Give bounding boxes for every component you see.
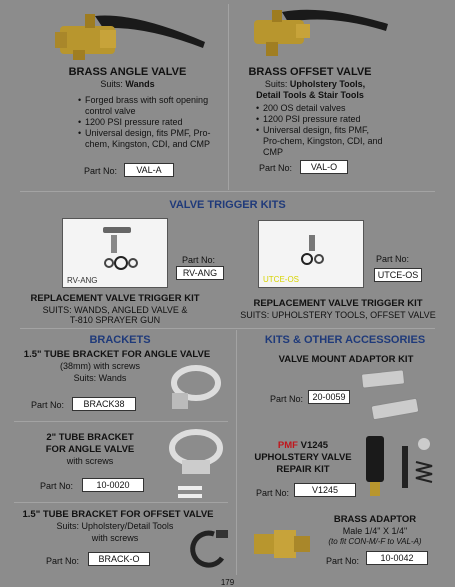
angle-valve-suits [40,79,215,89]
trigger-kits-heading: VALVE TRIGGER KITS [169,199,286,211]
kit2-title: REPLACEMENT VALVE TRIGGER KIT [253,298,423,309]
bracket2-image [166,428,226,502]
feature-item: • 1200 PSI pressure rated [78,117,213,128]
bracket3-line2: Suits: Upholstery/Detail Tools [56,521,174,531]
part-number-box: BRACK38 [72,397,136,411]
part-label: Part No: [182,255,216,265]
divider-horizontal [14,502,228,503]
pmf-brand: PMF [277,440,298,451]
kits-heading: KITS & OTHER ACCESSORIES [264,334,426,346]
offset-valve-suits [235,79,395,89]
part-number-box: VAL-O [300,160,348,174]
bracket2-title-2: FOR ANGLE VALVE [45,444,135,455]
part-number-box: VAL-A [124,163,174,177]
pmf-kit-image [360,432,440,502]
pmf-kit-title [248,440,358,451]
feature-item: • Universal design, fits PMF, Pro-chem, Kingston, CDI, and CMP [256,125,384,158]
bracket1-line3: Suits: Wands [73,373,127,383]
kit2-suits: SUITS: UPHOLSTERY TOOLS, OFFSET VALVE [240,310,436,320]
pmf-kit-title-2: UPHOLSTERY VALVE [254,452,352,463]
part-number-box: RV-ANG [176,266,224,280]
page-number: 179 [220,578,235,587]
divider-vertical [236,330,237,575]
part-number-box: V1245 [294,483,356,497]
mount-kit-image [358,368,424,426]
part-number-box: UTCE-OS [374,268,422,282]
part-number-box: 10-0042 [366,551,428,565]
offset-valve-features [256,103,384,158]
mount-kit-title: VALVE MOUNT ADAPTOR KIT [278,354,414,365]
feature-item: • Universal design, fits PMF, Pro-chem, Kingston, CDI, and CMP [78,128,213,150]
bracket2-line2: with screws [66,456,114,466]
feature-item: • 200 OS detail valves [256,103,384,114]
bracket2-title: 2" TUBE BRACKET [46,432,134,443]
angle-valve-features [78,95,213,150]
divider-horizontal [20,328,435,329]
kit1-suits: SUITS: WANDS, ANGLED VALVE & [42,305,188,315]
part-number-box: 20-0059 [308,390,350,404]
part-label: Part No: [31,400,65,410]
part-number-box: 10-0020 [82,478,144,492]
part-label: Part No: [376,254,410,264]
offset-valve-suits-2: Detail Tools & Stair Tools [256,90,364,100]
part-label: Part No: [270,394,304,404]
angle-valve-image [55,4,215,62]
kit1-suits-2: T-810 SPRAYER GUN [69,315,161,325]
divider-horizontal [20,191,435,192]
offset-valve-image [252,4,392,60]
part-label: Part No: [84,166,118,176]
divider-vertical [228,4,229,190]
kit2-photo [258,220,364,288]
adaptor-line3: (to fit CON-M/-F to VAL-A) [328,537,422,546]
part-label: Part No: [46,556,80,566]
bracket1-image [168,365,222,415]
bracket3-title: 1.5" TUBE BRACKET FOR OFFSET VALVE [22,509,214,520]
adaptor-line2: Male 1/4" X 1/4" [342,526,408,536]
suits-value: Wands [125,79,155,89]
bracket3-line3: with screws [91,533,139,543]
suits-prefix: Suits: [100,79,123,89]
kit1-photo-label: RV-ANG [67,276,98,285]
angle-valve-title: BRASS ANGLE VALVE [68,66,187,78]
bracket1-title: 1.5" TUBE BRACKET FOR ANGLE VALVE [23,349,211,360]
bracket1-line2: (38mm) with screws [59,361,140,371]
suits-prefix: Suits: [264,79,288,89]
pmf-kit-title-3: REPAIR KIT [276,464,330,475]
brackets-heading: BRACKETS [89,334,151,346]
kit1-title: REPLACEMENT VALVE TRIGGER KIT [30,293,200,304]
suits-value: Upholstery Tools, [289,79,366,89]
divider-horizontal [14,421,228,422]
feature-item: • 1200 PSI pressure rated [256,114,384,125]
part-label: Part No: [326,556,360,566]
offset-valve-title: BRASS OFFSET VALVE [248,66,372,78]
pmf-title-rest: V1245 [300,440,329,451]
part-label: Part No: [40,481,74,491]
adaptor-image [252,524,312,564]
adaptor-title: BRASS ADAPTOR [333,514,417,525]
part-number-box: BRACK-O [88,552,150,566]
kit2-photo-label: UTCE-OS [263,275,299,284]
part-label: Part No: [259,163,293,173]
part-label: Part No: [256,488,290,498]
kit1-photo [62,218,168,288]
bracket3-image [178,528,230,572]
feature-item: • Forged brass with soft opening control valve [78,95,213,117]
